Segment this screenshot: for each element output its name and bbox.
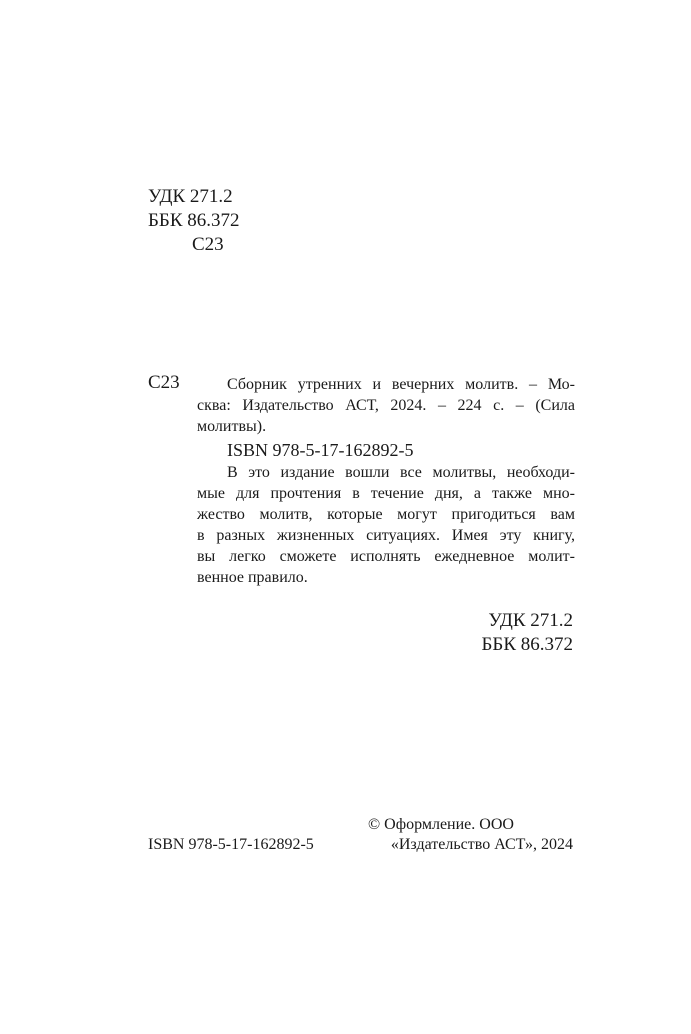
copyright-line-1: © Оформление. ООО [368,816,514,833]
bibliographic-description [197,374,575,437]
bibliographic-line: молитвы). [197,418,267,435]
udk-code-entry: УДК 271.2 [488,610,573,631]
annotation-line: в разных жизненных ситуациях. Имея эту книгу, [197,527,575,544]
annotation-line: венное правило. [197,569,308,586]
author-mark-top: С23 [192,234,224,255]
author-mark-entry: С23 [148,372,180,393]
isbn-footer: ISBN 978-5-17-162892-5 [148,836,314,853]
annotation-line: вы легко сможете исполнять ежедневное молит- [197,548,575,565]
annotation-line: мые для прочтения в течение дня, а также мно- [197,485,575,502]
bbk-code-top: ББК 86.372 [148,210,240,231]
copyright-line-2: «Издательство АСТ», 2024 [390,836,573,853]
annotation [197,462,575,588]
annotation-line: жество молитв, которые могут пригодиться вам [197,506,575,523]
annotation-line: В это издание вошли все молитвы, необходи- [227,464,575,481]
bibliographic-line: Сборник утренних и вечерних молитв. – Мо- [227,376,575,393]
bbk-code-entry: ББК 86.372 [481,634,573,655]
isbn-entry: ISBN 978-5-17-162892-5 [227,440,414,460]
udk-code-top: УДК 271.2 [148,186,233,207]
bibliographic-line: сква: Издательство АСТ, 2024. – 224 с. – (Сила [197,397,575,414]
